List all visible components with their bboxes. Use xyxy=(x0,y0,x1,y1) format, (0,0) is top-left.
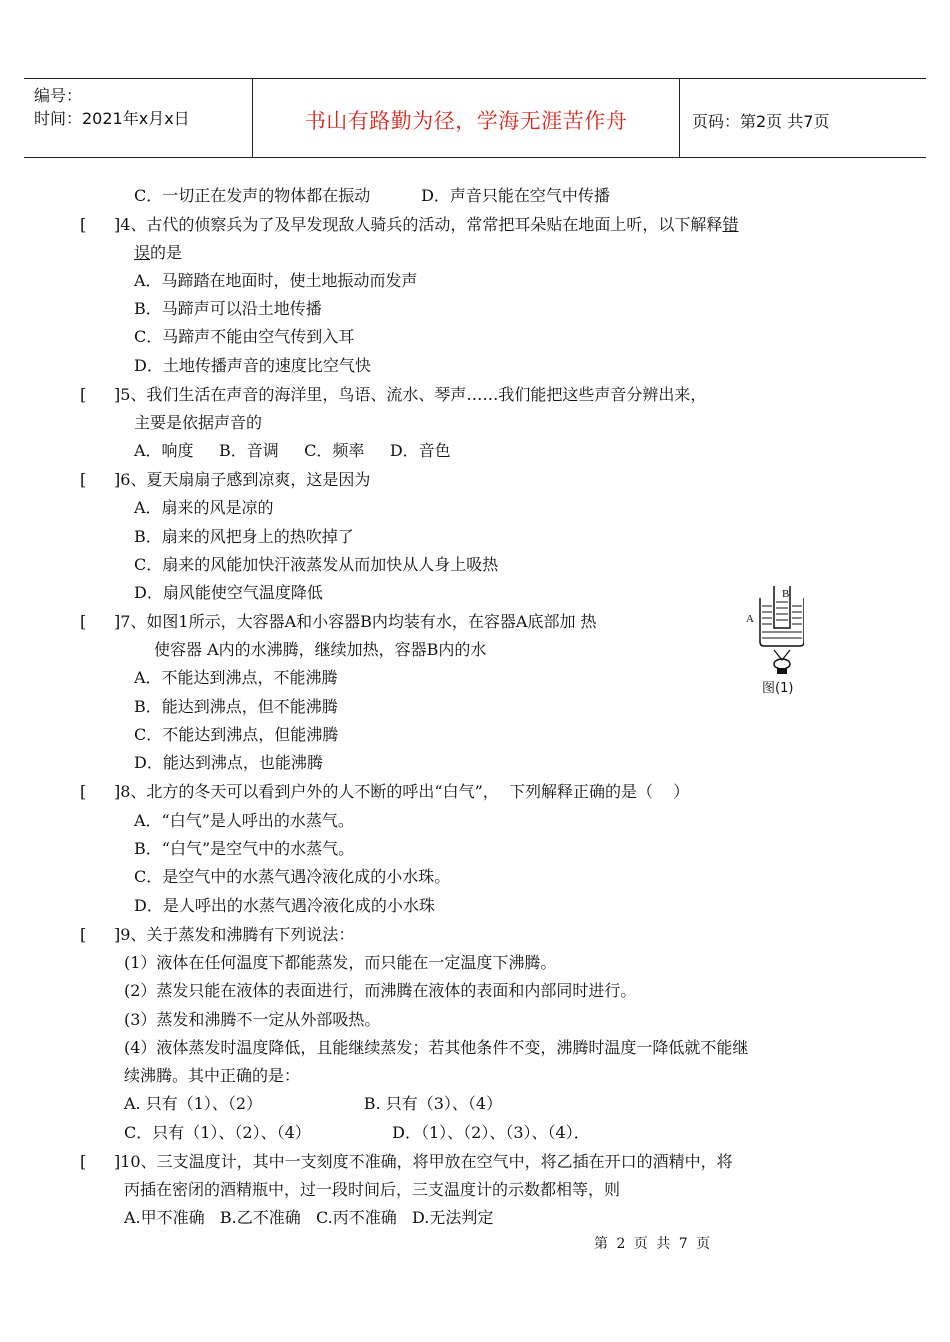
container-a xyxy=(760,598,804,646)
q8-option-d: D．是人呼出的水蒸气遇冷液化成的小水珠 xyxy=(134,896,435,915)
q7-stem-cont: 使容器 A内的水沸腾，继续加热，容器B内的水 xyxy=(154,640,487,659)
answer-bracket: [ xyxy=(80,385,87,404)
answer-bracket: [ xyxy=(80,612,87,631)
q10-stem-cont: 丙插在密闭的酒精瓶中，过一段时间后，三支温度计的示数都相等，则 xyxy=(124,1180,621,1199)
q7-option-a: A．不能达到沸点，不能沸腾 xyxy=(134,668,338,687)
q6-option-a: A．扇来的风是凉的 xyxy=(134,498,274,517)
answer-bracket: [ xyxy=(80,470,87,489)
header-motto-cell xyxy=(253,79,680,157)
water-b xyxy=(776,602,788,620)
answer-bracket: [ xyxy=(80,782,87,801)
q6-option-d: D．扇风能使空气温度降低 xyxy=(134,583,323,602)
q8-stem: ]8、北方的冬天可以看到户外的人不断的呼出“白气”， 下列解释正确的是（ ） xyxy=(114,782,690,801)
q4-stem-text-2: 的是 xyxy=(150,243,183,262)
header-page-cell xyxy=(680,79,926,157)
q9-statement-1: (1）液体在任何温度下都能蒸发，而只能在一定温度下沸腾。 xyxy=(124,953,557,972)
figure-1-beaker-diagram xyxy=(744,580,804,698)
figure-label-b: B xyxy=(782,588,790,600)
q7-option-b: B．能达到沸点，但不能沸腾 xyxy=(134,697,338,716)
q6-option-c: C．扇来的风能加快汗液蒸发从而加快从人身上吸热 xyxy=(134,555,499,574)
q4-stem-cont xyxy=(134,243,182,263)
q9-statement-3: (3）蒸发和沸腾不一定从外部吸热。 xyxy=(124,1010,381,1029)
answer-bracket: [ xyxy=(80,925,87,944)
figure-caption: 图(1) xyxy=(762,681,794,696)
q4-option-a: A．马蹄踏在地面时，使土地振动而发声 xyxy=(134,271,418,290)
q6-option-b: B．扇来的风把身上的热吹掉了 xyxy=(134,527,354,546)
q7-stem: ]7、如图1所示，大容器A和小容器B内均装有水，在容器A底部加 热 xyxy=(114,612,597,631)
q5-options: A．响度 B．音调 C．频率 D．音色 xyxy=(134,441,451,460)
q7-option-c: C．不能达到沸点，但能沸腾 xyxy=(134,725,339,744)
q7-option-d: D．能达到沸点，也能沸腾 xyxy=(134,753,323,772)
q10-stem: ]10、三支温度计，其中一支刻度不准确，将甲放在空气中，将乙插在开口的酒精中，将 xyxy=(114,1152,733,1171)
serial-label: 编号： xyxy=(34,86,83,105)
q5-stem: ]5、我们生活在声音的海洋里，鸟语、流水、琴声……我们能把这些声音分辨出来， xyxy=(114,385,707,404)
q8-option-c: C．是空气中的水蒸气遇冷液化成的小水珠。 xyxy=(134,867,451,886)
q4-option-c: C．马蹄声不能由空气传到入耳 xyxy=(134,327,355,346)
q4-stem xyxy=(114,215,738,235)
q9-stem: ]9、关于蒸发和沸腾有下列说法： xyxy=(114,925,355,944)
time-label: 时间：2021年x月x日 xyxy=(34,109,190,128)
header-info-cell xyxy=(24,79,253,157)
answer-bracket: [ xyxy=(80,1152,87,1171)
answer-bracket: [ xyxy=(80,215,87,234)
figure-label-a: A xyxy=(746,613,754,625)
q3-option-cd: C．一切正在发声的物体都在振动 D．声音只能在空气中传播 xyxy=(134,186,610,205)
header-page-info: 页码：第2页 共7页 xyxy=(692,112,830,131)
q8-option-b: B．“白气”是空气中的水蒸气。 xyxy=(134,839,355,858)
page-header xyxy=(24,78,926,158)
water-a xyxy=(762,606,802,638)
burner-base xyxy=(777,668,787,674)
q9-statement-4: (4）液体蒸发时温度降低，且能继续蒸发；若其他条件不变，沸腾时温度一降低就不能继 xyxy=(124,1038,749,1057)
q10-options: A.甲不准确 B.乙不准确 C.丙不准确 D.无法判定 xyxy=(124,1208,494,1227)
q4-stem-text: ]4、古代的侦察兵为了及早发现敌人骑兵的活动，常常把耳朵贴在地面上听，以下解释 xyxy=(114,215,723,234)
page-footer: 第 2 页 共 7 页 xyxy=(594,1236,713,1252)
q4-stem-emphasis: 错 xyxy=(722,215,739,234)
q9-options-ab: A. 只有（1）、（2） B. 只有（3）、（4） xyxy=(124,1094,503,1113)
q9-options-cd: C．只有（1）、（2）、（4） D．（1）、（2）、（3）、（4）． xyxy=(124,1123,590,1142)
motto: 书山有路勤为径，学海无涯苦作舟 xyxy=(304,109,628,133)
q9-statement-2: (2）蒸发只能在液体的表面进行，而沸腾在液体的表面和内部同时进行。 xyxy=(124,981,637,1000)
q6-stem: ]6、夏天扇扇子感到凉爽，这是因为 xyxy=(114,470,371,489)
q8-option-a: A．“白气”是人呼出的水蒸气。 xyxy=(134,811,354,830)
q9-statement-4-cont: 续沸腾。其中正确的是： xyxy=(124,1066,301,1085)
q4-stem-emphasis-2: 误 xyxy=(134,243,151,262)
q4-option-d: D．土地传播声音的速度比空气快 xyxy=(134,356,371,375)
q5-stem-cont: 主要是依据声音的 xyxy=(134,413,263,432)
q4-option-b: B．马蹄声可以沿土地传播 xyxy=(134,299,322,318)
